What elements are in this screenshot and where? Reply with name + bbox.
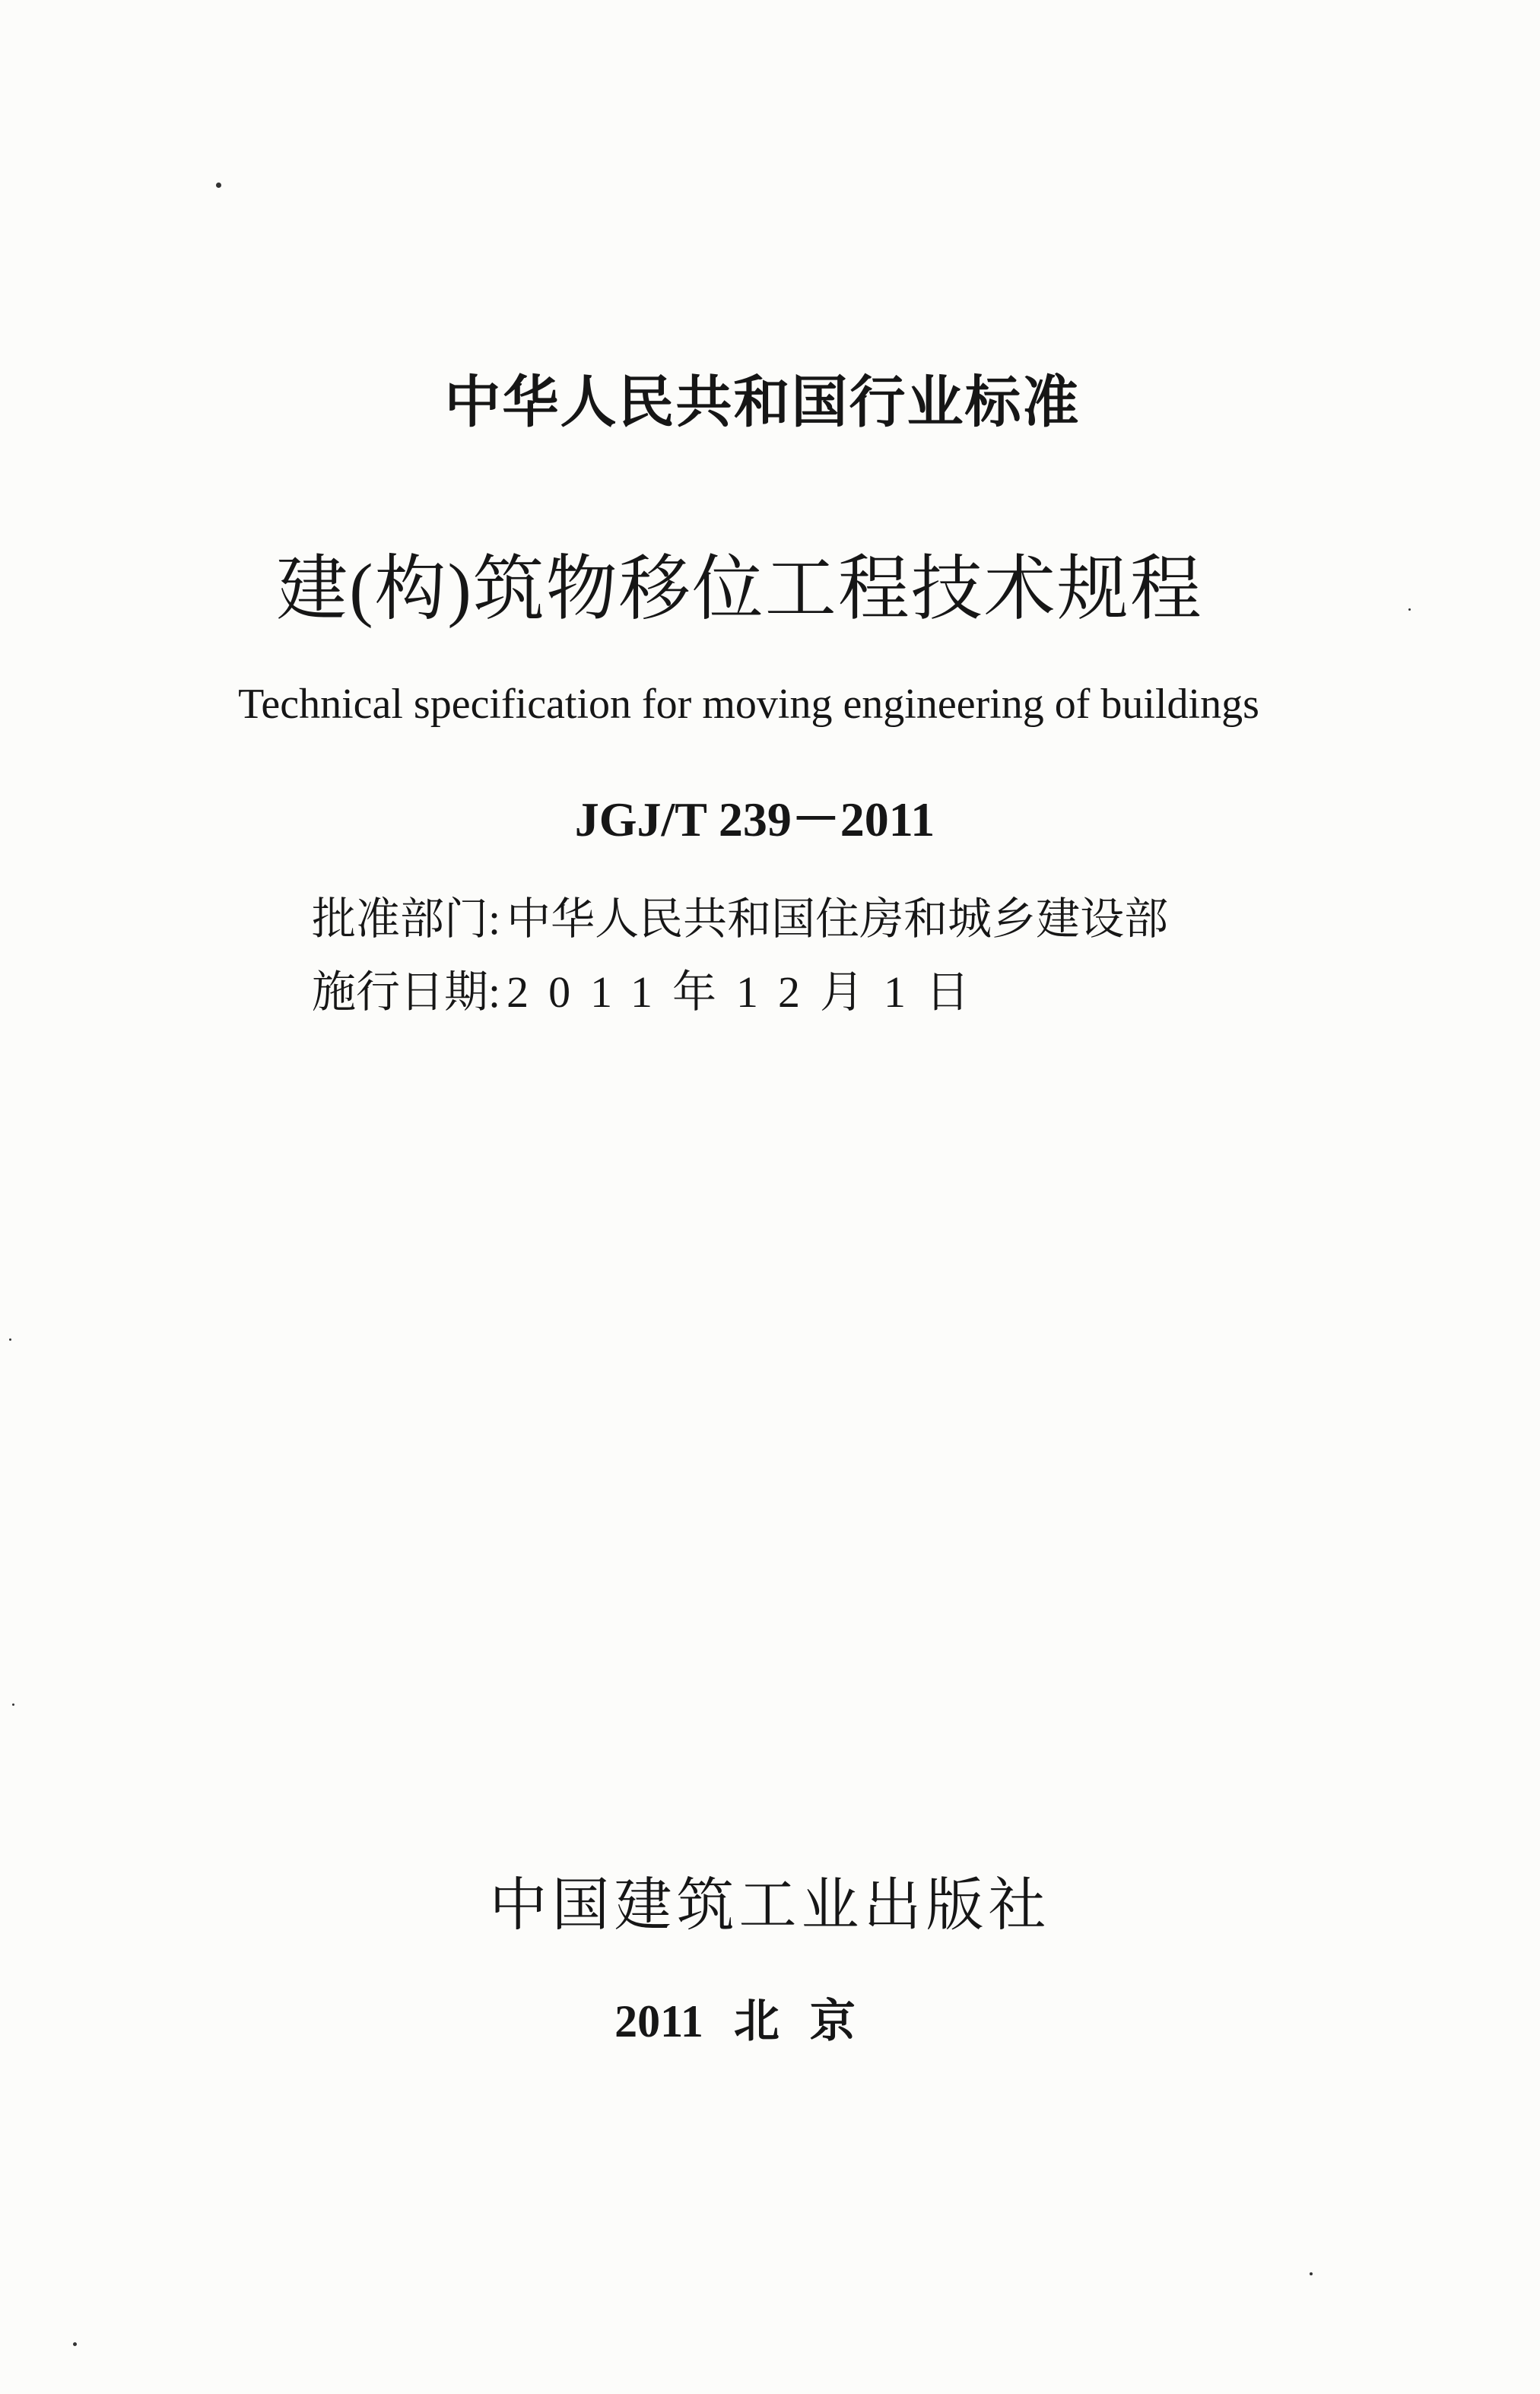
publication-line xyxy=(0,1996,1520,2046)
approval-value: 中华人民共和国住房和城乡建设部 xyxy=(506,894,1169,944)
effective-date-label: 施行日期: xyxy=(312,967,501,1017)
scan-speck xyxy=(12,1703,14,1706)
scan-speck xyxy=(216,183,221,188)
approval-label: 批准部门: xyxy=(312,894,501,944)
document-title-en: Technical specification for moving engineering of buildings xyxy=(238,681,1259,728)
scan-speck xyxy=(1310,2272,1313,2275)
effective-date-value: 2011年12月1日 xyxy=(506,967,989,1017)
publisher-name: 中国建筑工业出版社 xyxy=(489,1874,1051,1938)
document-title-cn: 建(构)筑物移位工程技术规程 xyxy=(276,550,1203,629)
publication-city: 北京 xyxy=(733,1996,886,2046)
scan-speck xyxy=(1408,608,1411,611)
standard-type-heading: 中华人民共和国行业标准 xyxy=(444,370,1081,435)
scan-speck xyxy=(73,2342,77,2346)
standard-code: JGJ/T 239－2011 xyxy=(574,792,935,846)
scan-speck xyxy=(9,1338,11,1341)
effective-date-line xyxy=(312,967,989,1017)
publication-year: 2011 xyxy=(614,1996,703,2046)
approval-line xyxy=(312,894,1169,944)
